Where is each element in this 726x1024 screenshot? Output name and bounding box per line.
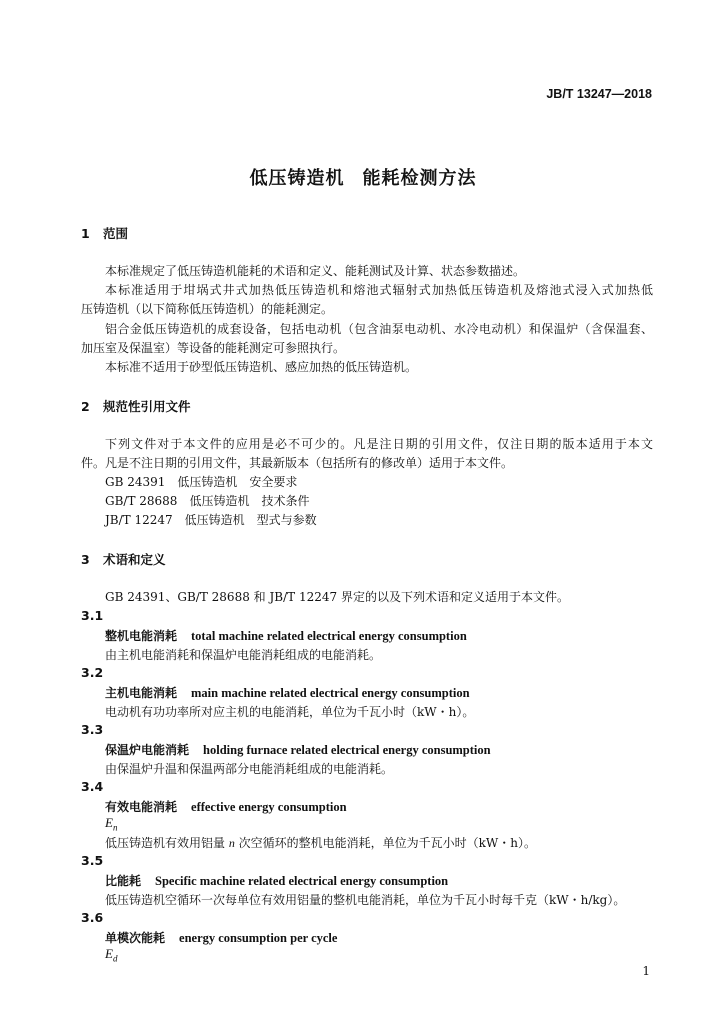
section-2-heading: 2 规范性引用文件 <box>81 399 191 414</box>
term-number: 3.4 <box>81 779 104 794</box>
term-heading: 有效电能消耗 effective energy consumption <box>105 800 347 814</box>
term-number: 3.2 <box>81 665 104 680</box>
term-heading: 保温炉电能消耗 holding furnace related electrical energy consumption <box>105 743 491 757</box>
paragraph: 下列文件对于本文件的应用是必不可少的。凡是注日期的引用文件，仅注日期的版本适用于本文 <box>105 437 653 451</box>
term-number: 3.3 <box>81 722 104 737</box>
term-heading: 比能耗 Specific machine related electrical energy consumption <box>105 874 449 888</box>
section-3-heading: 3 术语和定义 <box>81 552 166 567</box>
section-1-heading: 1 范围 <box>81 226 129 241</box>
paragraph: GB 24391、GB/T 28688 和 JB/T 12247 界定的以及下列术语和定义适用于本文件。 <box>105 590 569 604</box>
paragraph: 本标准不适用于砂型低压铸造机、感应加热的低压铸造机。 <box>105 360 418 374</box>
title-part-1: 低压铸造机 <box>249 168 345 189</box>
term-definition: 低压铸造机空循环一次每单位有效用铝量的整机电能消耗，单位为千瓦小时每千克（kW・h/kg）。 <box>105 893 626 907</box>
document-title <box>0 164 726 190</box>
term-number: 3.5 <box>81 853 104 868</box>
term-number: 3.6 <box>81 910 104 925</box>
term-definition: 由主机电能消耗和保温炉电能消耗组成的电能消耗。 <box>105 648 382 662</box>
term-symbol: $E_n$ <box>105 815 118 833</box>
paragraph: 压铸造机（以下简称低压铸造机）的能耗测定。 <box>81 302 334 316</box>
paragraph: 件。凡是不注日期的引用文件，其最新版本（包括所有的修改单）适用于本文件。 <box>81 456 514 470</box>
paragraph: 本标准适用于坩埚式井式加热低压铸造机和熔池式辐射式加热低压铸造机及熔池式浸入式加热低 <box>105 283 653 297</box>
term-definition: 低压铸造机有效用铝量 n 次空循环的整机电能消耗，单位为千瓦小时（kW・h）。 <box>105 836 536 850</box>
document-number: JB/T 13247—2018 <box>546 87 652 101</box>
term-number: 3.1 <box>81 608 104 623</box>
paragraph: 加压室及保温室）等设备的能耗测定可参照执行。 <box>81 341 346 355</box>
reference-item: GB 24391 低压铸造机 安全要求 <box>105 475 298 489</box>
term-definition: 电动机有功功率所对应主机的电能消耗，单位为千瓦小时（kW・h）。 <box>105 705 475 719</box>
reference-item: JB/T 12247 低压铸造机 型式与参数 <box>105 513 317 527</box>
term-definition: 由保温炉升温和保温两部分电能消耗组成的电能消耗。 <box>105 762 394 776</box>
term-symbol: $E_d$ <box>105 946 118 964</box>
term-heading: 主机电能消耗 main machine related electrical energy consumption <box>105 686 470 700</box>
paragraph: 本标准规定了低压铸造机能耗的术语和定义、能耗测试及计算、状态参数描述。 <box>105 264 526 278</box>
reference-item: GB/T 28688 低压铸造机 技术条件 <box>105 494 310 508</box>
term-heading: 整机电能消耗 total machine related electrical energy consumption <box>105 629 467 643</box>
title-part-2: 能耗检测方法 <box>362 168 477 189</box>
term-heading: 单模次能耗 energy consumption per cycle <box>105 931 338 945</box>
paragraph: 铝合金低压铸造机的成套设备，包括电动机（包含油泵电动机、水冷电动机）和保温炉（含保温套、 <box>105 322 653 336</box>
page-number: 1 <box>642 964 650 978</box>
